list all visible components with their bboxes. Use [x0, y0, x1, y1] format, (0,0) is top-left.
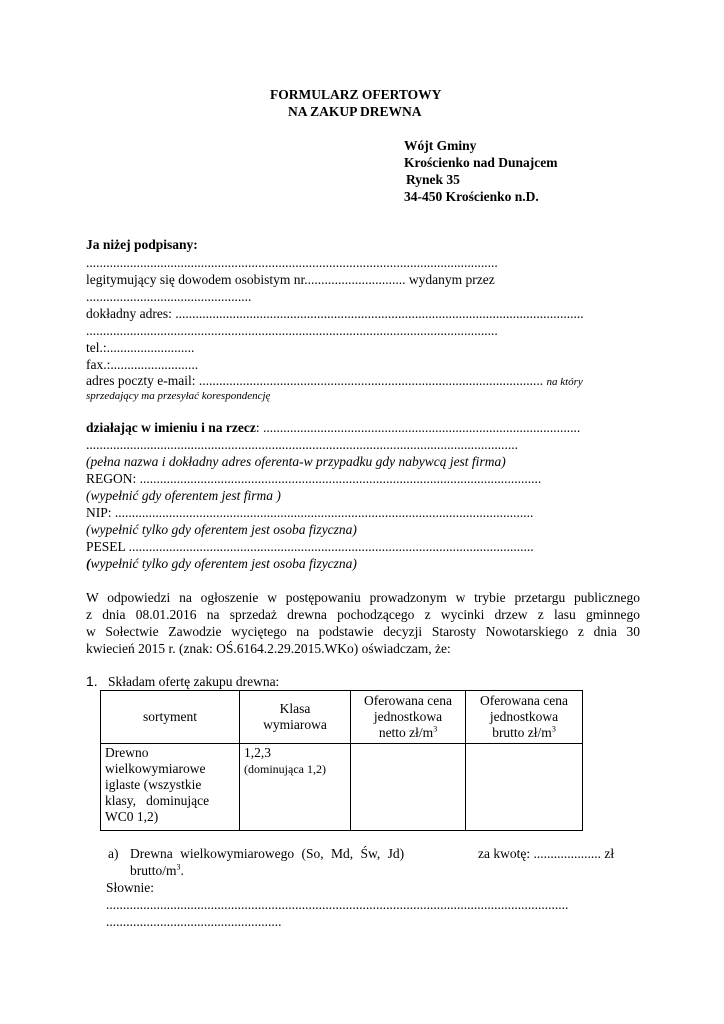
- header-netto-unit: netto zł/m: [378, 725, 434, 740]
- nip-field[interactable]: NIP: ............................................................................................................................: [86, 505, 534, 520]
- header-brutto-exp: 3: [551, 724, 556, 734]
- sortyment-line4: klasy, dominujące: [105, 793, 210, 808]
- statement-line4: kwiecień 2015 r. (znak: OŚ.6164.2.29.2015.WKo) oświadczam, że:: [86, 641, 451, 656]
- header-netto-1: Oferowana cena: [363, 693, 453, 708]
- email-note-1: na który: [546, 376, 583, 388]
- klasa-note: (dominująca 1,2): [244, 762, 326, 776]
- statement-line3: w Sołectwie Zawodzie wyciętego na podstawie decyzji Starosty Nowotarskiego z dnia 30: [86, 624, 640, 639]
- offer-table-row: [101, 744, 583, 831]
- tel-field[interactable]: tel.:..........................: [86, 340, 195, 355]
- cell-netto-input[interactable]: [351, 744, 466, 831]
- form-title-line2: NA ZAKUP DREWNA: [288, 104, 422, 119]
- form-title-line1: FORMULARZ OFERTOWY: [270, 87, 442, 102]
- email-label: adres poczty e-mail: ......................................................................................................: [86, 373, 544, 388]
- words-field-1[interactable]: .........................................................................................................................................: [106, 897, 569, 912]
- item-a-letter: a): [108, 846, 119, 861]
- header-sortyment: sortyment: [101, 691, 240, 744]
- header-brutto-3: [470, 725, 578, 741]
- pesel-note-paren: (: [86, 556, 91, 571]
- company-heading-dots: : ..............................................................................................: [255, 420, 581, 435]
- header-klasa-1: Klasa: [279, 701, 311, 716]
- regon-note: (wypełnić gdy oferentem jest firma ): [86, 488, 281, 503]
- company-name-field[interactable]: ................................................................................................................................: [86, 437, 518, 452]
- pesel-note: [86, 555, 357, 572]
- nip-note: (wypełnić tylko gdy oferentem jest osoba fizyczna): [86, 522, 357, 537]
- klasa-main: 1,2,3: [244, 745, 271, 760]
- header-brutto-unit: brutto zł/m: [492, 725, 552, 740]
- recipient-line3: Rynek 35: [406, 172, 460, 187]
- item-a-text: Drewna wielkowymiarowego (So, Md, Św, Jd): [130, 846, 405, 861]
- header-klasa: [240, 691, 351, 744]
- cell-brutto-input[interactable]: [466, 744, 583, 831]
- cell-klasa: [240, 744, 351, 831]
- company-name-note: (pełna nazwa i dokładny adres oferenta-w przypadku gdy nabywcą jest firma): [86, 454, 506, 469]
- signer-heading: Ja niżej podpisany:: [86, 237, 198, 252]
- item-a-price-field[interactable]: za kwotę: .................... zł: [478, 846, 615, 861]
- id-document-field[interactable]: legitymujący się dowodem osobistym nr.............................. wydanym przez: [86, 272, 495, 287]
- offer-label: Składam ofertę zakupu drewna:: [108, 674, 280, 689]
- regon-field[interactable]: REGON: .......................................................................................................................: [86, 471, 542, 486]
- sortyment-line3: iglaste (wszystkie: [105, 777, 202, 792]
- header-brutto-2: jednostkowa: [489, 709, 559, 724]
- header-brutto: [466, 691, 583, 744]
- header-netto-3: [355, 725, 461, 741]
- words-label: Słownie:: [106, 880, 155, 895]
- offer-table-header: [101, 691, 583, 744]
- item-a-unit: [130, 862, 184, 879]
- statement-line1: W odpowiedzi na ogłoszenie w postępowaniu prowadzonym w trybie przetargu publicznego: [86, 590, 640, 605]
- item-a-unit-exp: 3: [176, 862, 181, 872]
- header-brutto-1: Oferowana cena: [479, 693, 569, 708]
- signer-name-field[interactable]: ..........................................................................................................................: [86, 255, 498, 270]
- offer-number: 1.: [86, 673, 98, 689]
- recipient-line1: Wójt Gminy: [404, 138, 477, 153]
- sortyment-line5: WC0 1,2): [105, 809, 159, 824]
- issuer-field[interactable]: .................................................: [86, 289, 252, 304]
- company-heading[interactable]: [86, 419, 580, 436]
- header-netto-2: jednostkowa: [373, 709, 443, 724]
- address-field[interactable]: dokładny adres: .........................................................................................................................: [86, 306, 584, 321]
- company-heading-label: działając w imieniu i na rzecz: [86, 420, 256, 435]
- header-netto-exp: 3: [433, 724, 438, 734]
- item-a-unit-end: .: [180, 863, 184, 878]
- words-field-2[interactable]: ....................................................: [106, 914, 282, 929]
- pesel-note-text: wypełnić tylko gdy oferentem jest osoba fizyczna): [90, 556, 357, 571]
- fax-field[interactable]: fax.:..........................: [86, 357, 199, 372]
- recipient-line2: Krościenko nad Dunajcem: [404, 155, 558, 170]
- header-netto: [351, 691, 466, 744]
- statement-line2: z dnia 08.01.2016 na sprzedaż drewna pochodzącego z wycinki drzew z lasu gminnego: [86, 607, 640, 622]
- recipient-line4: 34-450 Krościenko n.D.: [404, 189, 539, 204]
- header-klasa-2: wymiarowa: [263, 717, 327, 732]
- pesel-field[interactable]: PESEL ........................................................................................................................: [86, 539, 534, 554]
- offer-table: [100, 690, 583, 831]
- cell-sortyment: [101, 744, 240, 831]
- item-a-unit-text: brutto/m: [130, 863, 177, 878]
- sortyment-line2: wielkowymiarowe: [105, 761, 206, 776]
- email-note-2: sprzedający ma przesyłać korespondencję: [86, 390, 271, 402]
- sortyment-line1: Drewno: [105, 745, 149, 760]
- address-field-cont[interactable]: ..........................................................................................................................: [86, 323, 498, 338]
